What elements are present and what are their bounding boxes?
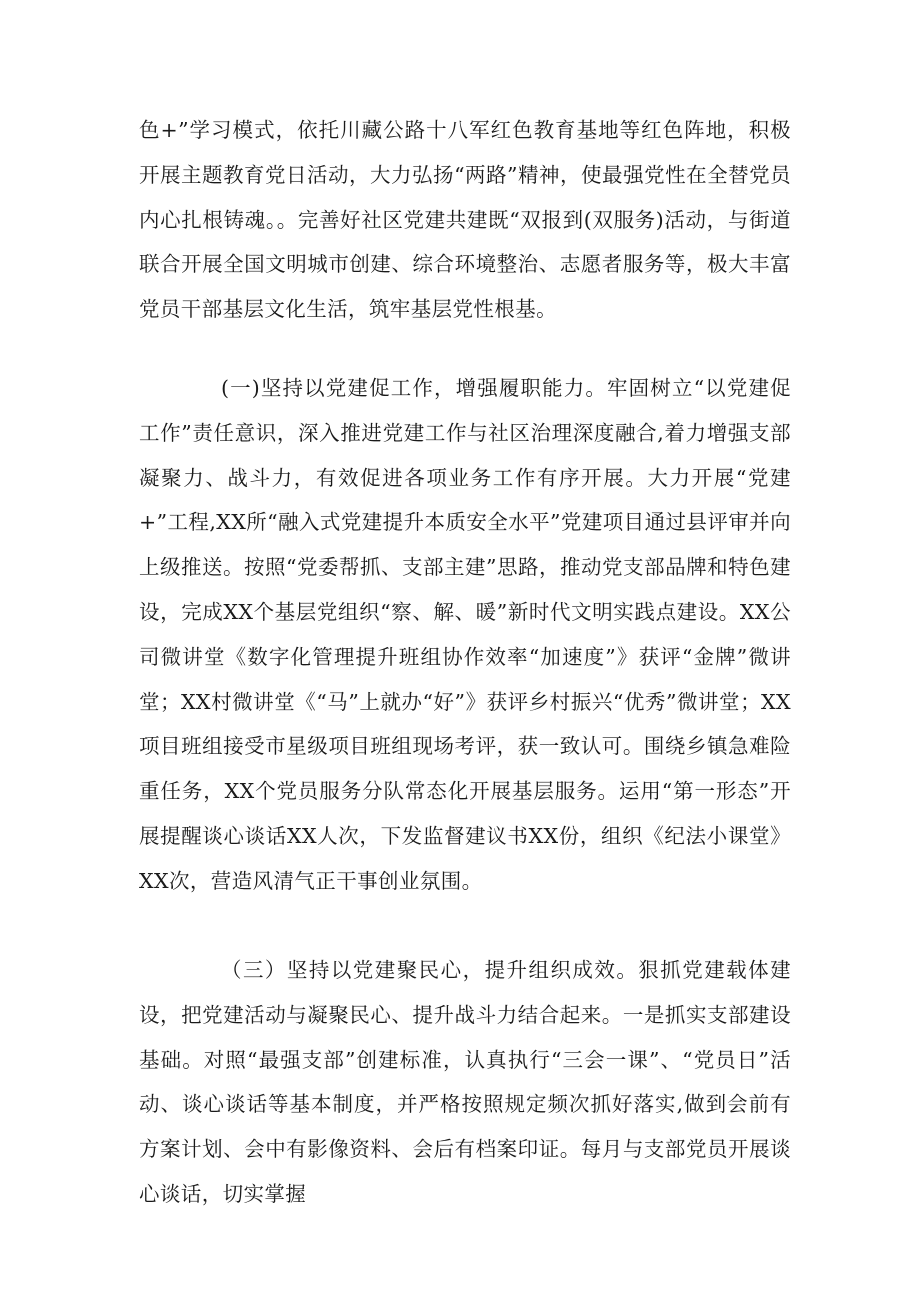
paragraph-continuation: 色+”学习模式，依托川藏公路十八军红色教育基地等红色阵地，积极开展主题教育党日活动，大力弘扬“两路”精神，使最强党性在全替党员内心扎根铸魂。。完善好社区党建共建既“双报到(双服务)活动，与街道联合开展全国文明城市创建、综合环境整治、志愿者服务等，极大丰富党员干部基层文化生活，筑牢基层党性根基。 xyxy=(139,118,791,322)
paragraph-section-three: （三）坚持以党建聚民心，提升组织成效。狠抓党建载体建设，把党建活动与凝聚民心、提升战斗力结合起来。一是抓实支部建设基础。对照“最强支部”创建标准，认真执行“三会一课”、“党员日”活动、谈心谈话等基本制度，并严格按照规定频次抓好落实,做到会前有方案计划、会中有影像资料、会后有档案印证。每月与支部党员开展谈心谈话，切实掌握 xyxy=(139,958,791,1206)
paragraph-section-one: (一)坚持以党建促工作，增强履职能力。牢固树立“以党建促工作”责任意识，深入推进党建工作与社区治理深度融合,着力增强支部凝聚力、战斗力，有效促进各项业务工作有序开展。大力开展“党建+”工程,XX所“融入式党建提升本质安全水平”党建项目通过县评审并向上级推送。按照“党委帮抓、支部主建”思路，推动党支部品牌和特色建设，完成XX个基层党组织“察、解、暖”新时代文明实践点建设。XX公司微讲堂《数字化管理提升班组协作效率“加速度”》获评“金牌”微讲堂；XX村微讲堂《“马”上就办“好”》获评乡村振兴“优秀”微讲堂；XX项目班组接受市星级项目班组现场考评，获一致认可。围绕乡镇急难险重任务，XX个党员服务分队常态化开展基层服务。运用“第一形态”开展提醒谈心谈话XX人次，下发监督建议书XX份，组织《纪法小课堂》XX次，营造风清气正干事创业氛围。 xyxy=(139,376,791,893)
